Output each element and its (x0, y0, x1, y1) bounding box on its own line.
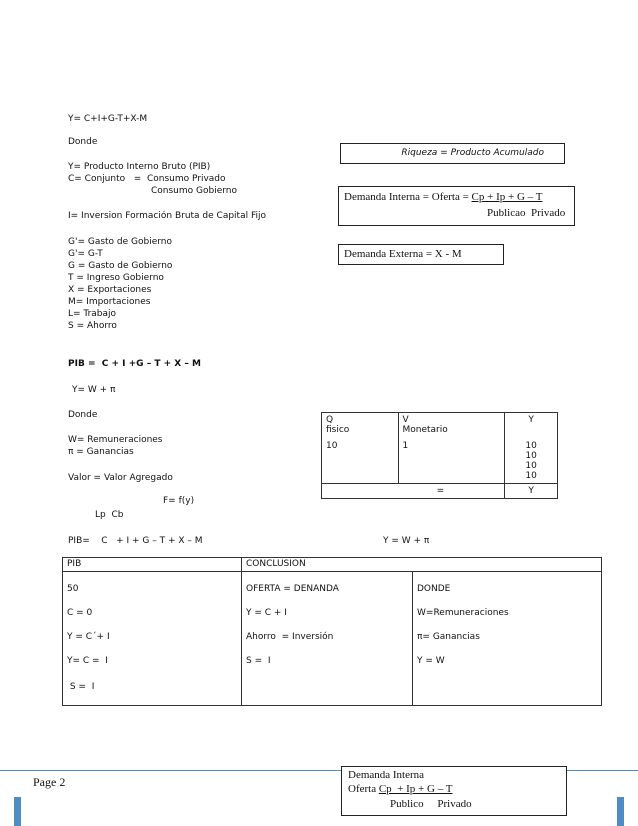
def-g1: G'= Gasto de Gobierno (68, 237, 173, 247)
riqueza-box (340, 143, 565, 164)
page-number: Page 2 (33, 775, 66, 789)
cell-y: 10 10 10 10 (505, 439, 558, 484)
def-i: I= Inversion Formación Bruta de Capital Fijo (68, 211, 266, 221)
def-g2: G'= G-T (68, 249, 103, 259)
col-y-header: Y (505, 413, 558, 439)
donde-label: Donde (68, 137, 98, 147)
pib-equation-2: PIB= C + I + G – T + X – M (68, 536, 203, 546)
footer-box-line1: Demanda Interna (348, 769, 425, 781)
def-m: M= Importaciones (68, 297, 151, 307)
riqueza-text: Riqueza = Producto Acumulado (401, 148, 544, 158)
pib-table (62, 557, 602, 706)
footer-y: Y (505, 483, 558, 498)
def-w: W= Remuneraciones (68, 435, 163, 445)
def-x: X = Exportaciones (68, 285, 152, 295)
def-l: L= Trabajo (68, 309, 117, 319)
def-s: S = Ahorro (68, 321, 117, 331)
cell-v: 1 (398, 439, 505, 484)
conclusion-row-2: Y = C + I (246, 608, 287, 618)
lp-cb: Lp Cb (95, 510, 124, 520)
conclusion-column (242, 572, 413, 706)
def-g3: G = Gasto de Gobierno (68, 261, 173, 271)
def-y: Y= Producto Interno Bruto (PIB) (68, 162, 211, 172)
demanda-interna-box (338, 186, 575, 226)
equation-y: Y= C+I+G-T+X-M (68, 114, 148, 124)
donde-column (413, 572, 602, 706)
def-pi: π = Ganancias (68, 447, 134, 457)
footer-equals: = (322, 483, 505, 498)
donde-row-2: W=Remuneraciones (417, 608, 509, 618)
conclusion-row-1: OFERTA = DENANDA (246, 584, 339, 594)
pib-row-2: C = 0 (67, 608, 93, 618)
demanda-externa-text: Demanda Externa = X - M (344, 248, 462, 260)
footer-demanda-box (341, 766, 567, 816)
demanda-externa-box (338, 244, 504, 265)
conclusion-header: CONCLUSION (242, 558, 602, 572)
def-c-gobierno: Consumo Gobierno (151, 186, 238, 196)
demanda-interna-line2: Publicao Privado (487, 207, 566, 219)
donde-label-2: Donde (68, 410, 98, 420)
donde-row-3: π= Ganancias (417, 632, 480, 642)
y-equals-w-pi: Y= W + π (72, 385, 116, 395)
footer-box-line3: Publico Privado (390, 798, 472, 810)
f-of-y: F= f(y) (163, 496, 195, 506)
col-q-header: Q fisico (322, 413, 399, 439)
col-v-header: V Monetario (398, 413, 505, 439)
y-equals-w-pi-2: Y = W + π (383, 536, 430, 546)
pib-row-5: S = I (67, 682, 95, 692)
quantity-table (321, 412, 558, 499)
donde-row-1: DONDE (417, 584, 451, 594)
pib-column (63, 572, 242, 706)
valor-agregado: Valor = Valor Agregado (68, 473, 173, 483)
pib-header: PIB (63, 558, 242, 572)
def-t: T = Ingreso Gobierno (68, 273, 164, 283)
footer-left-bar (14, 797, 21, 826)
conclusion-row-4: S = I (246, 656, 271, 666)
donde-row-4: Y = W (417, 656, 445, 666)
def-c: C= Conjunto = Consumo Privado (68, 174, 226, 184)
pib-row-1: 50 (67, 584, 79, 594)
footer-right-bar (617, 797, 624, 826)
footer-box-line2: Oferta Cp + Ip + G – T (348, 783, 453, 795)
pib-row-3: Y = C´+ I (67, 632, 110, 642)
demanda-interna-line1: Demanda Interna = Oferta = Cp + Ip + G – T (344, 191, 543, 203)
conclusion-row-3: Ahorro = Inversión (246, 632, 334, 642)
pib-equation: PIB = C + I +G – T + X – M (68, 359, 201, 369)
cell-q: 10 (322, 439, 399, 484)
pib-row-4: Y= C = I (67, 656, 108, 666)
